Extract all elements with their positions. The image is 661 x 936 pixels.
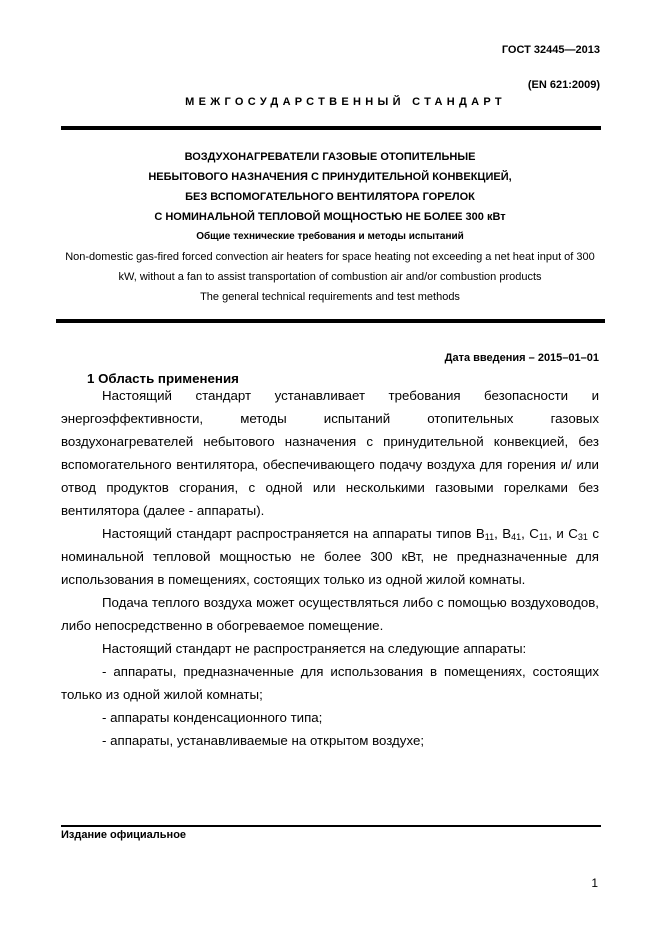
footer-rule (61, 825, 601, 827)
title-ru-line-4: С НОМИНАЛЬНОЙ ТЕПЛОВОЙ МОЩНОСТЬЮ НЕ БОЛЕЕ 300 кВт (154, 211, 506, 223)
paragraph-3: Подача теплого воздуха может осуществляться либо с помощью воздуховодов, либо непосредственно в обогреваемое помещение. (61, 595, 599, 633)
paragraph-4: Настоящий стандарт не распространяется на следующие аппараты: (102, 641, 527, 656)
title-ru-line-2: НЕБЫТОВОГО НАЗНАЧЕНИЯ С ПРИНУДИТЕЛЬНОЙ КОНВЕКЦИЕЙ, (148, 171, 512, 183)
title-en-line-1: Non-domestic gas-fired forced convection air heaters for space heating not exceeding a net heat input of 300 (65, 251, 595, 263)
title-bottom-rule (56, 319, 605, 323)
list-item: - аппараты конденсационного типа; (102, 710, 323, 725)
title-ru-line-3: БЕЗ ВСПОМОГАТЕЛЬНОГО ВЕНТИЛЯТОРА ГОРЕЛОК (185, 191, 475, 203)
section-body (61, 384, 599, 752)
gost-number: ГОСТ 32445—2013 (501, 44, 600, 56)
paragraph-1: Настоящий стандарт устанавливает требования безопасности и энергоэффективности, методы испытаний отопительных газовых воздухонагревателей небытового назначения с принудительной конвекцией, без вспомогательного вентилятора, обеспечивающего подачу воздуха для горения и/ или отвод продуктов сгорания, с одной или несколькими газовыми горелками без вентилятора (далее - аппараты). (61, 388, 599, 518)
title-en-line-3: The general technical requirements and test methods (200, 291, 460, 303)
title-block (55, 147, 605, 307)
intro-date: Дата введения – 2015–01–01 (444, 352, 599, 364)
page-number: 1 (591, 876, 598, 890)
top-rule (61, 126, 601, 130)
edition-label: Издание официальное (61, 829, 187, 841)
standard-type: МЕЖГОСУДАРСТВЕННЫЙ СТАНДАРТ (185, 96, 506, 108)
list-item: - аппараты, устанавливаемые на открытом воздухе; (102, 733, 425, 748)
title-ru-subtitle: Общие технические требования и методы испытаний (196, 231, 464, 242)
title-ru-line-1: ВОЗДУХОНАГРЕВАТЕЛИ ГАЗОВЫЕ ОТОПИТЕЛЬНЫЕ (184, 151, 476, 163)
title-en-line-2: kW, without a fan to assist transportation of combustion air and/or combustion products (118, 271, 542, 283)
paragraph-2: Настоящий стандарт распространяется на аппараты типов $B_{11}$, $B_{41}$, $C_{11}$, и $C_{31}$ с номинальной тепловой мощностью не более 300 кВт, не предназначенные для использования в помещениях, состоящих только из одной жилой комнаты. (61, 526, 600, 587)
en-reference: (EN 621:2009) (527, 79, 600, 91)
section-heading: 1 Область применения (87, 371, 239, 386)
list-item: - аппараты, предназначенные для использования в помещениях, состоящих только из одной жилой комнаты; (61, 664, 599, 702)
